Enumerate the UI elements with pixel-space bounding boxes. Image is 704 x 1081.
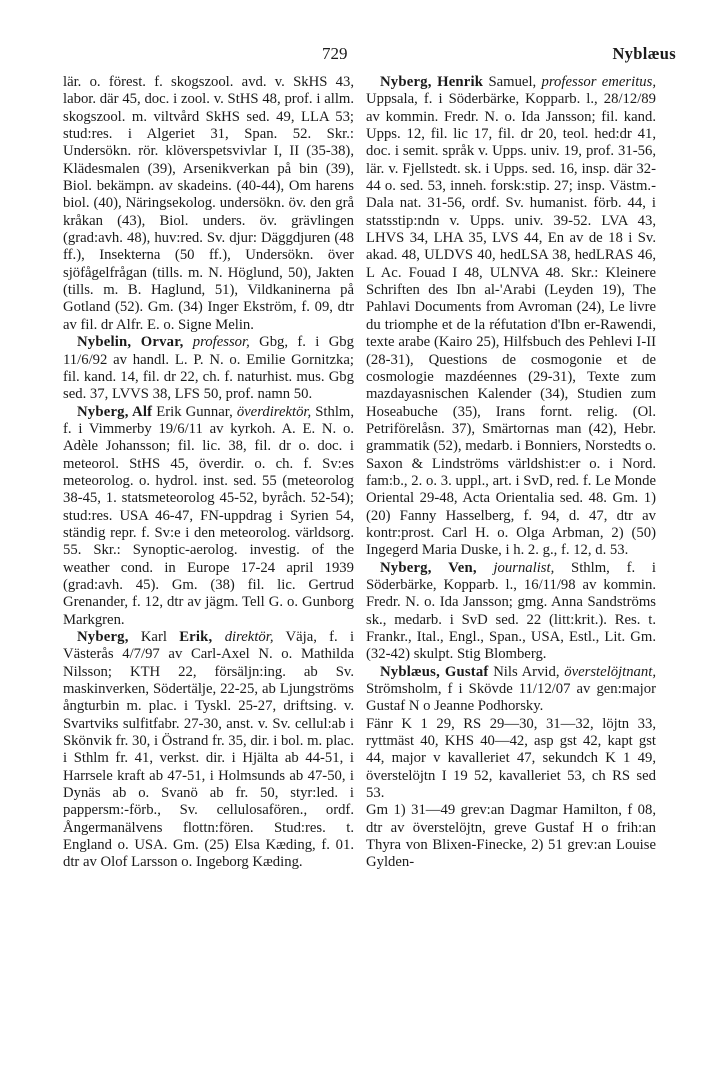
entry-nyberg-henrik [366, 74, 656, 560]
entry-given-names: Nils Arvid, [493, 663, 560, 680]
entry-career: Fänr K 1 29, RS 29—30, 31—32, löjtn 33, ryttmäst 40, KHS 40—42, asp gst 42, kapt gst 44, major v kavalleriet 47, sekundch K 1 49, överstelöjtn I 19 52, kavalleriet 53, ch RS sed 53. [366, 715, 656, 802]
entry-text: Gbg, f. i Gbg 11/6/92 av handl. L. P. N. o. Emilie Gornitzka; fil. kand. 14, fil. dr 22, ch. f. naturhist. mus. Gbg sed. 37, LVVS 38, LFS 50, prof. namn 50. [63, 334, 354, 403]
entry-name: Nyberg, Henrik [380, 74, 484, 90]
entry-nyblaeus-gustaf [366, 664, 656, 716]
entry-nyberg-erik [63, 629, 354, 872]
entry-continuation: lär. o. förest. f. skogszool. avd. v. SkHS 43, labor. där 45, doc. i zool. v. StHS 48, prof. i allm. skogszool. m. viltvård SkHS sed. 49, LLA 53; stud:res. i Algeriet 31, Span. 52. Skr.: Undersökn. rör. klöverspetsvivlar I, II (35-38), Klädesmalen (39), Arsenikverkan på bin (39), Biol. bekämpn. av skadeins. (40-44), Om harens biol. (40), Näringsekolog. undersökn. öv. den grå kråkan (43), Biol. unders. öv. grävlingen (grad:avh. 48), huv:red. Sv. djur: Däggdjuren (48 ff.), Insekterna (50 ff.), Undersökn. över sjöfågelfrågan (tills. m. N. Höglund, 50), Jakten (tills. m. B. Haglund, 51), Vildkaninerna på Gotland (52). Gm. (34) Inger Ekström, f. 09, dtr av fil. dr Alfr. E. o. Signe Melin. [63, 74, 354, 333]
entry-title: professor emeritus, [541, 74, 657, 90]
entry-nyberg-ven [366, 560, 656, 664]
entry-called-name: Erik, [179, 629, 213, 645]
entry-name: Nyberg, Alf [77, 403, 153, 420]
entry-given-names: Samuel, [488, 74, 537, 90]
right-column [366, 74, 656, 872]
entry-title: överdirektör, [236, 403, 312, 420]
entry-text: Strömsholm, f i Skövde 11/12/07 av gen:major Gustaf N o Jeanne Podhorsky. [366, 681, 656, 715]
entry-nyberg-alf [63, 404, 354, 629]
entry-title: direktör, [224, 629, 274, 645]
entry-nybelin-orvar [63, 334, 354, 403]
entry-title: professor, [192, 334, 250, 351]
left-column [63, 74, 354, 872]
entry-text: Väja, f. i Västerås 4/7/97 av Carl-Axel N. o. Mathilda Nilsson; KTH 22, försäljn:ing. ab Sv. maskinverken, Södertälje, 22-25, ab Ljungströms ångturbin m. plac. i Tyskl. 25-27, driftsing. v. Svartviks sulfitfabr. 27-30, anst. v. Sv. cellul:ab i Skönvik fr. 30, i Östrand fr. 35, dir. i bol. m. plac. i Sthlm fr. 41, verkst. dir. i Hjälta ab 44-51, i Harrsele kraft ab 47-51, i Holmsunds ab 47-50, i Dynäs ab o. Svanö ab fr. 50, styr:led. i pappersm:-förb., Sv. cellulosafören., ordf. Ångermanälvens flottn:fören. Stud:res. t. England o. USA. Gm. (25) Elsa Kæding, f. 01. dtr av Olof Larsson o. Ingeborg Kæding. [63, 629, 355, 871]
running-head: Nyblæus [612, 44, 676, 63]
entry-title: överstelöjtnant, [564, 663, 657, 680]
entry-name: Nyblæus, Gustaf [380, 663, 489, 680]
entry-name: Nybelin, Orvar, [77, 334, 184, 351]
entry-given-names: Erik Gunnar, [156, 403, 233, 420]
entry-text: Sthlm, f. i Vimmerby 19/6/11 av kyrkoh. A. E. N. o. Adèle Johansson; fil. lic. 38, fil. dr o. doc. i meteorol. StHS 45, överdir. o. ch. f. Sv:es meteorolog. o. hydrol. inst. sed. 55 (meteorolog 38-45, 1. statsmeteorolog 45-52, byråch. 52-54); stud:res. USA 46-47, FN-uppdrag i Syrien 54, ständig repr. f. Sv:e i den meteorolog. världsorg. 55. Skr.: Synoptic-aerolog. investig. of the weather cond. in Europe 17-24 april 1939 (grad:avh. 45). Gm. (38) fil. lic. Gertrud Grenander, f. 12, dtr av jägm. Tell G. o. Gunborg Markgren. [63, 403, 355, 628]
entry-marriages: Gm 1) 31—49 grev:an Dagmar Hamilton, f 08, dtr av överstelöjtn, greve Gustaf H o frih:an Thyra von Blixen-Finecke, 2) 51 grev:an Louise Gylden- [366, 802, 656, 871]
entry-surname: Nyberg, [77, 629, 129, 645]
entry-given-names: Karl [140, 629, 167, 645]
entry-text: Uppsala, f. i Söderbärke, Kopparb. l., 28/12/89 av kommin. Fredr. N. o. Ida Jansson; fil. kand. Upps. 12, fil. lic 17, fil. dr 20, teol. hed:dr 41, doc. i semit. språk v. Upps. univ. 19, prof. 31-56, lär. v. Fjellstedt. sk. i Upps. sed. 16, insp. där 32-44 o. sed. 53, inneh. forsk:stip. 27; insp. Västm.-Dala nat. 31-56, ordf. Sv. humanist. förb. 44, i statsstip:ndn v. Upps. univ. 39-52. LVA 43, LHVS 34, LHA 35, LVS 44, En av de 18 i Sv. akad. 48, ULDVS 40, hedLSA 38, hedLRAS 46, L Ac. Fouad I 48, ULNVA 48. Skr.: Kleinere Schriften des Ibn al-'Arabi (Leyden 19), The Pahlavi Documents from Avroman (24), Le livre du triomphe et de la réfutation d'Ibn er-Rawendi, texte arabe (Kairo 25), Hilfsbuch des Pehlevi I-II (28-31), Questions de cosmogonie et de cosmologie mazdéennes (29-31), Texte zum mazdayasnischen Kalender (34), Studien zum Hoseabuche (35), Irans fornt. relig. (Ol. Petriförelåsn. 37), Smärtornas man (42), Hebr. grammatik (52), medarb. i Bonniers, Norstedts o. Saxon & Lindströms världshist:er o. i Nord. fam:b., 2. o. 3. uppl., art. i SvD, red. f. Le Monde Oriental 29-48, Acta Orientalia sed. 48. Gm. 1) (20) Fanny Hasselberg, f. 94, d. 47, dtr av kontr:prost. Carl H. o. Olga Arbman, 2) (50) Ingegerd Maria Duske, i h. 2. g., f. 12, d. 53. [366, 91, 656, 559]
entry-name: Nyberg, Ven, [380, 559, 477, 576]
entry-text: Sthlm, f. i Söderbärke, Kopparb. l., 16/11/98 av kommin. Fredr. N. o. Ida Jansson; gmg. Anna Sandströms sk., medarb. i SvD sed. 22 (litt:krit.). Res. t. Frankr., Ital., Engl., Span., USA, Estl., Lit. Gm. (32-42) skulpt. Stig Blomberg. [366, 559, 656, 663]
page-number: 729 [322, 44, 348, 63]
page-header [0, 44, 704, 68]
entry-title: journalist, [493, 559, 555, 576]
